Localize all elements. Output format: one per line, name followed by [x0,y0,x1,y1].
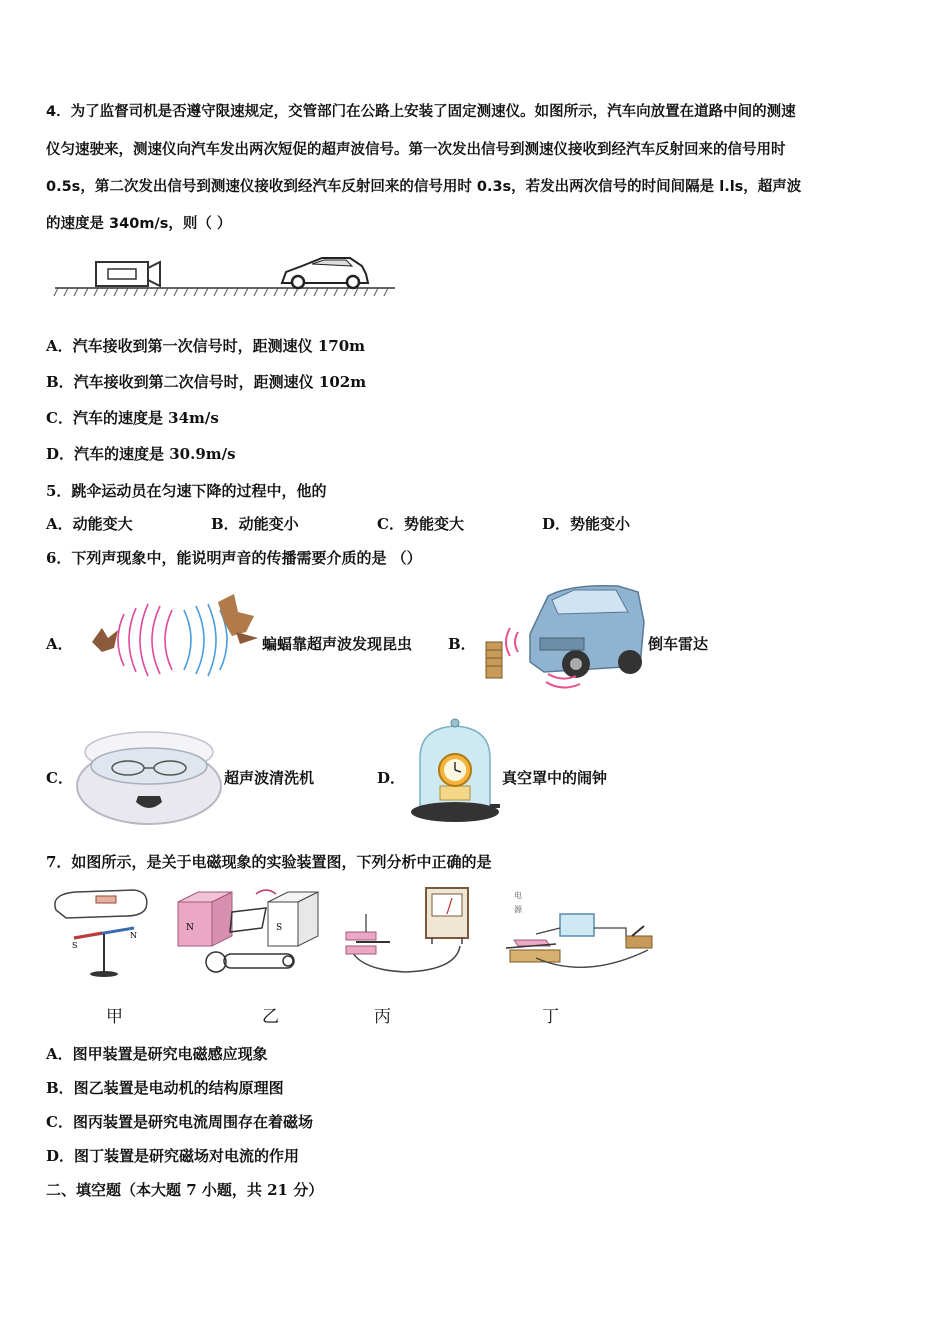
fig-yi-n-label: N [186,923,194,933]
fig-label-jia: 甲 [106,1007,123,1027]
fig-bing-electromagnetic-induction [336,884,476,980]
q5-option-a: A．动能变大 [46,515,133,533]
q6-caption-a: 蝙蝠靠超声波发现昆虫 [262,635,413,653]
q7-stem: 7．如图所示，是关于电磁现象的实验装置图，下列分析中正确的是 [46,853,492,871]
q7-option-d: D．图丁装置是研究磁场对电流的作用 [46,1147,300,1165]
fig-label-ding: 丁 [542,1007,559,1027]
q5-option-c: C．势能变大 [377,515,464,533]
q4-option-d: D．汽车的速度是 30.9m/s [46,445,236,463]
q6-label-b: B． [448,635,476,653]
q4-line-2: 仪匀速驶来，测速仪向汽车发出两次短促的超声波信号。第一次发出信号到测速仪接收到经汽车反射回来的信号用时 [46,142,786,158]
reversing-radar-image [478,582,646,692]
q4-line-3: 0.5s，第二次发出信号到测速仪接收到经汽车反射回来的信号用时 0.3s，若发出两次信号的时间间隔是 l.ls，超声波 [46,179,802,195]
q7-option-c: C．图丙装置是研究电流周围存在着磁场 [46,1113,313,1131]
vacuum-bell-jar-alarm-clock-image [410,718,500,826]
svg-text:电: 电 [514,891,522,900]
q6-caption-b: 倒车雷达 [648,635,709,653]
q6-label-c: C． [46,769,73,787]
bat-ultrasound-image [88,592,260,687]
section-2-title: 二、填空题（本大题 7 小题，共 21 分） [46,1181,324,1199]
q4-line-1: 4．为了监督司机是否遵守限速规定，交管部门在公路上安装了固定测速仪。如图所示，汽车向放置在道路中间的测速 [46,104,796,120]
fig-jia-n-label: N [130,931,137,940]
q4-option-c: C．汽车的速度是 34m/s [46,409,219,427]
q4-speed-radar-figure [50,250,400,300]
q6-stem: 6．下列声现象中，能说明声音的传播需要介质的是 （） [46,549,422,567]
fig-yi-motor-generator [172,882,322,982]
q4-option-a: A．汽车接收到第一次信号时，距测速仪 170m [46,337,366,355]
q6-caption-c: 超声波清洗机 [224,769,315,787]
fig-label-yi: 乙 [262,1007,279,1027]
q5-option-d: D．势能变小 [542,515,631,533]
ultrasonic-cleaner-image [74,726,224,826]
fig-jia-oersted-experiment [46,880,154,980]
q6-label-a: A． [46,635,73,653]
fig-ding-motor-principle [496,884,664,980]
fig-yi-s-label: S [276,923,283,933]
q7-option-a: A．图甲装置是研究电磁感应现象 [46,1045,268,1063]
q7-option-b: B．图乙装置是电动机的结构原理图 [46,1079,284,1097]
q5-stem: 5．跳伞运动员在匀速下降的过程中，他的 [46,482,327,500]
fig-jia-s-label: S [72,941,78,950]
q6-caption-d: 真空罩中的闹钟 [502,769,608,787]
q5-option-b: B．动能变小 [211,515,299,533]
fig-label-bing: 丙 [374,1007,391,1027]
q6-label-d: D． [377,769,406,787]
svg-text:源: 源 [514,905,522,914]
q4-line-4: 的速度是 340m/s，则（ ） [46,216,232,232]
q4-option-b: B．汽车接收到第二次信号时，距测速仪 102m [46,373,367,391]
